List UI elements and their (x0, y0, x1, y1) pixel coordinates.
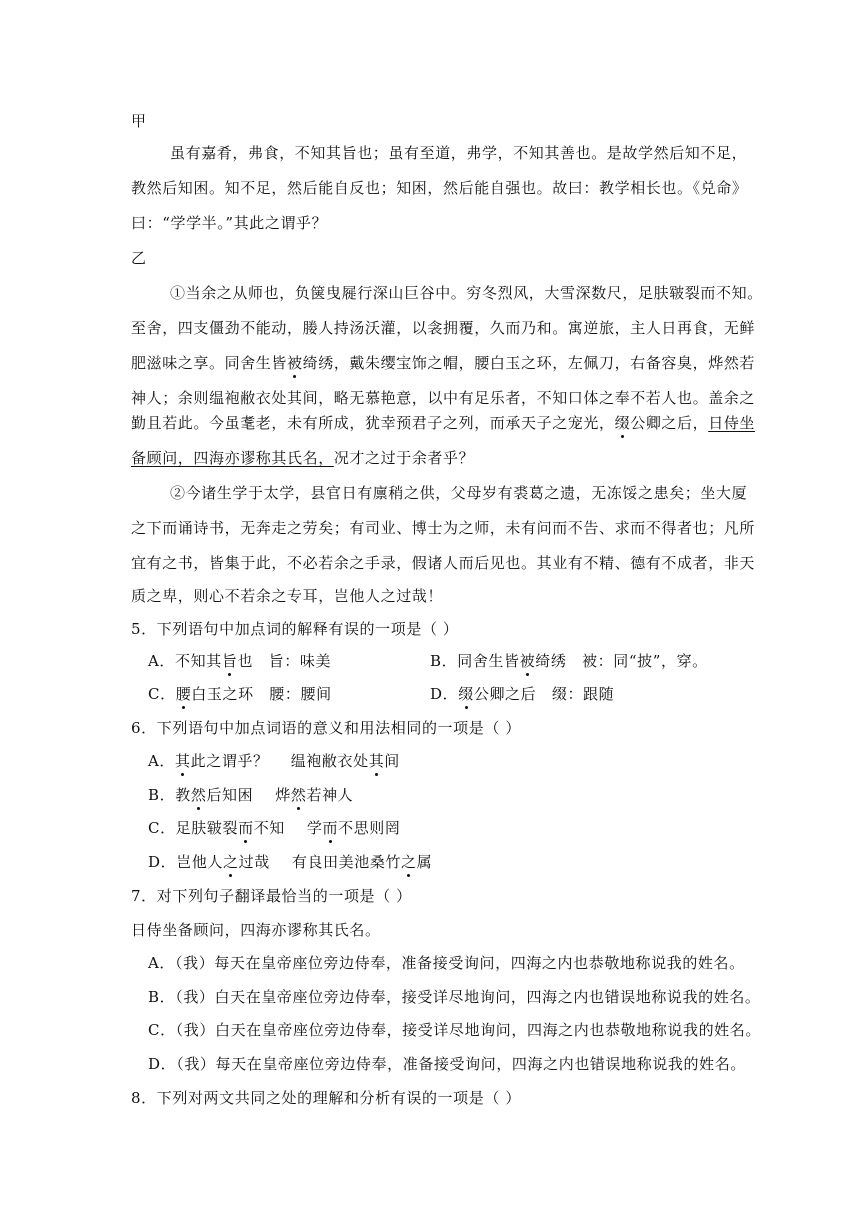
question-5-stem: 5．下列语句中加点词的解释有误的一项是（ ） (131, 620, 459, 638)
question-6-option-c: C．足肤皲裂而不知 学而不思则罔 (148, 819, 401, 837)
dotted-character: 被 (287, 354, 303, 372)
dotted-character: 缀 (458, 685, 474, 703)
dotted-character: 被 (519, 652, 536, 670)
underlined-sentence: 备顾问，四海亦谬称其氏名， (131, 449, 334, 467)
question-6-option-b: B．教然后知困 烨然若神人 (148, 786, 354, 804)
question-7-option-d: D．（我）每天在皇帝座位旁边侍奉，准备接受询问，四海之内也错误地称说我的姓名。 (148, 1055, 746, 1073)
question-7-stem: 7．对下列句子翻译最恰当的一项是（ ） (131, 887, 412, 905)
question-5-option-c: C．腰白玉之环 腰：腰间 (148, 685, 332, 703)
passage-b-text: 宜有之书，皆集于此，不必若余之手录，假诸人而后见也。其业有不精、德有不成者，非天 (131, 554, 756, 572)
underlined-sentence: 日侍坐 (708, 414, 756, 432)
passage-a-text: 曰：“学学半。”其此之谓乎？ (131, 214, 328, 232)
dotted-character: 而 (238, 819, 254, 837)
dotted-character: 然 (190, 786, 207, 804)
question-7-option-c: C．（我）白天在皇帝座位旁边侍奉，接受详尽地询问，四海之内也恭敬地称说我的姓名。 (148, 1021, 761, 1039)
question-7-sentence: 日侍坐备顾问，四海亦谬称其氏名。 (131, 921, 381, 939)
question-7-option-b: B．（我）白天在皇帝座位旁边侍奉，接受详尽地询问，四海之内也错误地称说我的姓名。 (148, 988, 761, 1006)
question-5-option-b: B．同舍生皆被绮绣 被：同“披”，穿。 (430, 652, 708, 670)
passage-a-label: 甲 (131, 112, 147, 130)
dotted-character: 之 (223, 853, 239, 871)
passage-a-text: 教然后知困。知不足，然后能自反也；知困，然后能自强也。故曰：教学相长也。《兑命》 (131, 179, 748, 197)
passage-b-text: 肥滋味之享。同舍生皆被绮绣，戴朱缨宝饰之帽，腰白玉之环，左佩刀，右备容臭，烨然若 (131, 354, 756, 372)
dotted-character: 其 (368, 752, 385, 770)
dotted-character: 然 (290, 786, 307, 804)
dotted-character: 之 (401, 853, 417, 871)
dotted-character: 而 (322, 819, 339, 837)
passage-b-label: 乙 (131, 249, 147, 267)
question-8-stem: 8．下列对两文共同之处的理解和分析有误的一项是（ ） (131, 1089, 521, 1107)
passage-b-text: ②今诸生学于太学，县官日有廪稍之供，父母岁有裘葛之遗，无冻馁之患矣；坐大厦 (170, 484, 748, 502)
passage-b-text: 之下而诵诗书，无奔走之劳矣；有司业、博士为之师，未有问而不告、求而不得者也；凡所 (131, 519, 756, 537)
passage-b-text: 质之卑，则心不若余之专耳，岂他人之过哉！ (131, 587, 444, 605)
passage-a-text: 虽有嘉肴，弗食，不知其旨也；虽有至道，弗学，不知其善也。是故学然后知不足， (170, 144, 748, 162)
passage-b-text: 备顾问，四海亦谬称其氏名，况才之过于余者乎？ (131, 449, 475, 467)
dotted-character: 缀 (614, 414, 631, 432)
dotted-character: 腰 (175, 685, 192, 703)
passage-b-text: ①当余之从师也，负箧曳屣行深山巨谷中。穷冬烈风，大雪深数尺，足肤皲裂而不知。 (170, 284, 763, 302)
question-6-stem: 6．下列语句中加点词语的意义和用法相同的一项是（ ） (131, 719, 521, 737)
passage-b-text: 勤且若此。今虽耄老，未有所成，犹幸预君子之列，而承天子之宠光，缀公卿之后，日侍坐 (131, 414, 756, 432)
question-6-option-a: A．其此之谓乎？ 缊袍敝衣处其间 (148, 752, 400, 770)
question-5-option-a: A．不知其旨也 旨：味美 (148, 652, 332, 670)
passage-b-text: 至舍，四支僵劲不能动，媵人持汤沃灌，以衾拥覆，久而乃和。寓逆旅，主人日再食，无鲜 (131, 319, 756, 337)
dotted-character: 其 (175, 752, 191, 770)
dotted-character: 旨 (221, 652, 238, 670)
question-7-option-a: A．（我）每天在皇帝座位旁边侍奉，准备接受询问，四海之内也恭敬地称说我的姓名。 (148, 954, 745, 972)
question-6-option-d: D．岂他人之过哉 有良田美池桑竹之属 (148, 853, 433, 871)
passage-b-text: 神人；余则缊袍敝衣处其间，略无慕艳意，以中有足乐者，不知口体之奉不若人也。盖余之 (131, 389, 756, 407)
question-5-option-d: D．缀公卿之后 缀：跟随 (430, 685, 615, 703)
